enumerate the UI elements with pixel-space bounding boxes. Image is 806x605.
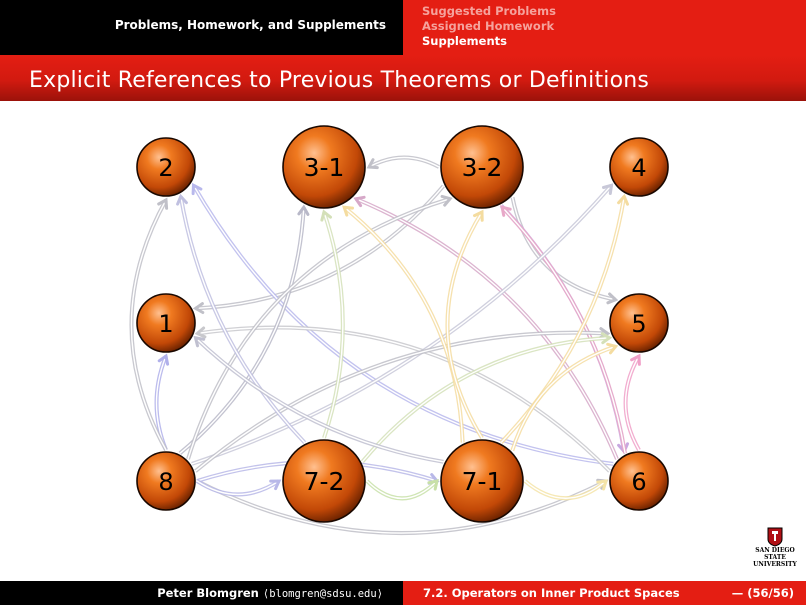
- edge-6-to-3-1: [356, 197, 617, 459]
- sdsu-logo: [748, 527, 802, 571]
- sdsu-shield-icon: [767, 527, 783, 547]
- edge-8-to-6: [197, 480, 606, 533]
- dependency-graph: [0, 101, 806, 581]
- header-bar: [0, 0, 806, 55]
- frame-title-bar: [0, 55, 806, 101]
- node-3-1[interactable]: [283, 126, 365, 208]
- node-label: 7-1: [461, 467, 503, 496]
- node-label: 3-1: [303, 153, 345, 182]
- edge-3-2-to-3-1: [369, 158, 439, 168]
- node-label: 2: [158, 154, 174, 182]
- node-label: 7-2: [303, 467, 345, 496]
- node-label: 3-2: [461, 153, 503, 182]
- section-title[interactable]: Problems, Homework, and Supplements: [114, 18, 386, 32]
- edge-3-2-to-6: [501, 206, 627, 452]
- footer-section[interactable]: 7.2. Operators on Inner Product Spaces: [423, 586, 680, 600]
- node-label: 1: [158, 310, 174, 338]
- footer-author: Peter Blomgren: [157, 586, 259, 600]
- logo-line1: SAN DIEGO STATE: [755, 547, 795, 561]
- node-3-2[interactable]: [441, 126, 523, 208]
- node-7-2[interactable]: [283, 440, 365, 522]
- edge-7-1-to-6: [525, 481, 606, 498]
- node-2[interactable]: [137, 138, 195, 196]
- edge-7-1-to-3-1: [344, 207, 463, 442]
- footer-right: [403, 581, 806, 605]
- node-5[interactable]: [610, 294, 668, 352]
- footer-left: [0, 581, 403, 605]
- logo-line2: UNIVERSITY: [753, 561, 797, 568]
- node-label: 8: [158, 468, 174, 496]
- edge-6-to-5: [626, 356, 640, 450]
- node-1[interactable]: [137, 294, 195, 352]
- node-8[interactable]: [137, 452, 195, 510]
- header-left: [0, 0, 403, 55]
- footer-email: ⟨blomgren@sdsu.edu⟩: [262, 588, 383, 600]
- node-4[interactable]: [610, 138, 668, 196]
- nav-assigned-homework[interactable]: Assigned Homework: [422, 19, 555, 33]
- footer-bar: [0, 581, 806, 605]
- edge-7-2-to-3-1: [322, 212, 343, 438]
- node-label: 6: [631, 468, 647, 496]
- frame-title: Explicit References to Previous Theorems or Definitions: [29, 68, 650, 93]
- edge-8-to-5: [195, 329, 607, 472]
- footer-author-block: [157, 586, 383, 600]
- edge-7-2-to-7-1: [367, 481, 437, 498]
- nav-supplements[interactable]: Supplements: [422, 34, 507, 48]
- node-7-1[interactable]: [441, 440, 523, 522]
- node-6[interactable]: [610, 452, 668, 510]
- edge-7-1-to-3-2: [447, 212, 482, 438]
- nav-suggested-problems[interactable]: Suggested Problems: [422, 4, 556, 18]
- edge-6-to-3-2: [502, 207, 625, 453]
- edge-8-to-7-2: [197, 481, 279, 494]
- node-label: 5: [631, 310, 647, 338]
- footer-page-number: — (56/56): [731, 586, 794, 600]
- header-nav: [403, 0, 806, 55]
- node-label: 4: [631, 154, 647, 182]
